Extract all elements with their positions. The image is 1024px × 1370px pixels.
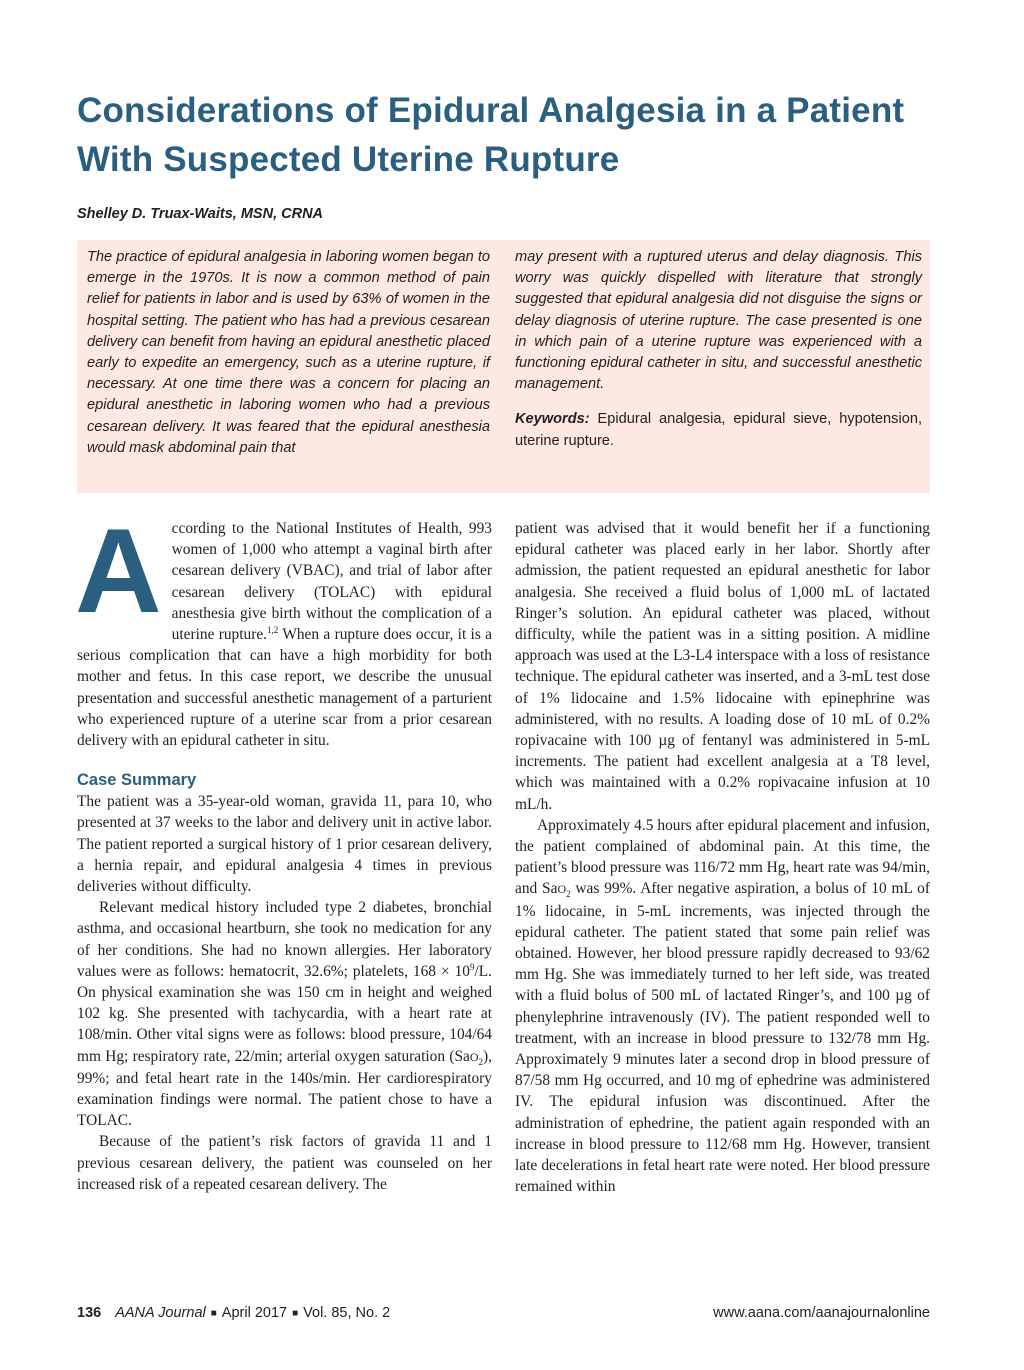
case-paragraph-4: patient was advised that it would benefit her if a functioning epidural catheter was placed early in her labor. Shortly after admission, the patient requested an epidural anesthetic for labor analgesia. She received a fluid bolus of 1,000 mL of lactated Ringer’s solution. An epidural catheter was placed, without difficulty, while the patient was in a sitting position. A midline approach was used at the L3-L4 interspace with a loss of resistance technique. The epidural catheter was inserted, and a 3-mL test dose of 1% lidocaine and 1.5% lidocaine with epinephrine was administered, with no results. A loading dose of 10 mL of 0.2% ropivacaine with 100 µg of fentanyl was administered in 5-mL increments. The patient had excellent analgesia at a T8 level, which was maintained with a 0.2% ropivacaine infusion at 10 mL/h. (515, 520, 930, 813)
intro-text: ccording to the National Institutes of Health, 993 women of 1,000 who attempt a vaginal birth after cesarean delivery (VBAC), and trial of labor after cesarean delivery (TOLAC) with epidural anesthesia give birth without the complication of a uterine rupture. (171, 520, 492, 644)
p2-text-b: /L. On physical examination she was 150 cm in height and weighed 102 kg. She presented with tachycardia, with a heart rate at 108/min. Other vital signs were as follows: blood pressure, 104/64 mm Hg; respiratory rate, 22/min; arterial oxygen saturation (Sa (77, 962, 492, 1065)
citation-ref: 1,2 (267, 624, 279, 635)
body-left-column (75, 504, 492, 1195)
bullet-separator-2: ■ (292, 1308, 299, 1319)
section-heading: Case Summary (77, 771, 197, 790)
issue-date: April 2017 (221, 1305, 288, 1321)
p2-text-a: Relevant medical history included type 2 diabetes, bronchial asthma, and occasional heartburn, she took no medication for any of her conditions. She had no known allergies. Her laboratory values were as follows: hematocrit, 32.6%; platelets, 168 × 10 (77, 899, 492, 980)
abstract-text-left: The practice of epidural analgesia in laboring women began to emerge in the 1970s. It is now a common method of pain relief for patients in labor and is used by 63% of women in the hospital setting. The patient who has had a previous cesarean delivery can benefit from having an epidural anesthetic placed early to expedite an emergency, such as a uterine rupture, if necessary. At one time there was a concern for placing an epidural anesthetic in laboring women who had a previous cesarean delivery. It was feared that the epidural anesthesia would mask abdominal pain that (87, 249, 490, 456)
keywords (515, 409, 922, 451)
intro-paragraph (75, 504, 492, 751)
page-footer (77, 1305, 930, 1325)
keywords-text: Epidural analgesia, epidural sieve, hypotension, uterine rupture. (515, 411, 922, 449)
abstract-right-column (515, 247, 922, 452)
r2-text-b: was 99%. After negative aspiration, a bolus of 10 mL of 1% lidocaine, in 5-mL increments, was injected through the epidural catheter. The patient stated that some pain relief was obtained. However, her blood pressure rapidly decreased to 93/62 mm Hg. She was immediately turned to her left side, was treated with a fluid bolus of 500 mL of lactated Ringer’s, and 100 µg of phenylephrine intravenously (IV). The patient responded well to treatment, with an increase in blood pressure to 132/78 mm Hg. Approximately 9 minutes later a second drop in blood pressure of 87/58 mm Hg occurred, and 10 mg of ephedrine was administered IV. The epidural infusion was discontinued. After the administration of ephedrine, the patient again responded with an increase in blood pressure to 112/68 mm Hg. However, transient late decelerations in fetal heart rate were noted. Her blood pressure remained within (515, 880, 930, 1196)
article-title: Considerations of Epidural Analgesia in a Patient With Suspected Uterine Rupture (77, 91, 905, 179)
volume-info: Vol. 85, No. 2 (303, 1305, 391, 1321)
body-right-column (515, 518, 930, 1198)
journal-name: AANA Journal (115, 1305, 206, 1321)
keywords-label: Keywords: (515, 411, 590, 428)
abstract-left-column (87, 247, 490, 459)
bullet-separator: ■ (210, 1308, 217, 1319)
page-number: 136 (77, 1305, 102, 1321)
intro-text-cont: When a rupture does occur, it is a serious complication that can have a high morbidity for both mother and fetus. In this case report, we describe the unusual presentation and successful anesthetic management of a parturient who experienced rupture of a uterine scar from a prior cesarean delivery with an epidural catheter in situ. (77, 626, 492, 750)
p2-text-c: ), 99%; and fetal heart rate in the 140s/min. Her cardiorespiratory examination findings were normal. The patient chose to have a TOLAC. (77, 1047, 492, 1130)
abstract-text-right: may present with a ruptured uterus and delay diagnosis. This worry was quickly dispelled with literature that strongly suggested that epidural analgesia did not disguise the signs or delay diagnosis of uterine rupture. The case presented is one in which pain of a uterine rupture was experienced with a functioning epidural catheter in situ, and successful anesthetic management. (515, 249, 922, 393)
case-paragraph-3: Because of the patient’s risk factors of gravida 11 and 1 previous cesarean delivery, the patient was counseled on her increased risk of a repeated cesarean delivery. The (77, 1133, 492, 1193)
r2-text-a: Approximately 4.5 hours after epidural placement and infusion, the patient complained of abdominal pain. At this time, the patient’s blood pressure was 116/72 mm Hg, heart rate was 94/min, and Sa (515, 816, 930, 898)
exponent: 9 (469, 961, 475, 972)
subscript-2: 2 (566, 889, 571, 900)
subscript: 2 (478, 1056, 484, 1067)
abstract-box (77, 240, 930, 493)
journal-url[interactable]: www.aana.com/aanajournalonline (713, 1305, 930, 1321)
author-byline: Shelley D. Truax-Waits, MSN, CRNA (77, 206, 324, 222)
case-paragraph-2 (77, 897, 492, 1131)
sao-small-cap: O (469, 1049, 479, 1064)
sao-small-cap-2: O (557, 882, 567, 897)
case-paragraph-5 (515, 815, 930, 1198)
drop-cap: A (75, 504, 162, 638)
case-paragraph-1: The patient was a 35-year-old woman, gravida 11, para 10, who presented at 37 weeks to the labor and delivery unit in active labor. The patient reported a surgical history of 1 prior cesarean delivery, a hernia repair, and epidural analgesia 4 times in previous deliveries without difficulty. (77, 793, 492, 896)
